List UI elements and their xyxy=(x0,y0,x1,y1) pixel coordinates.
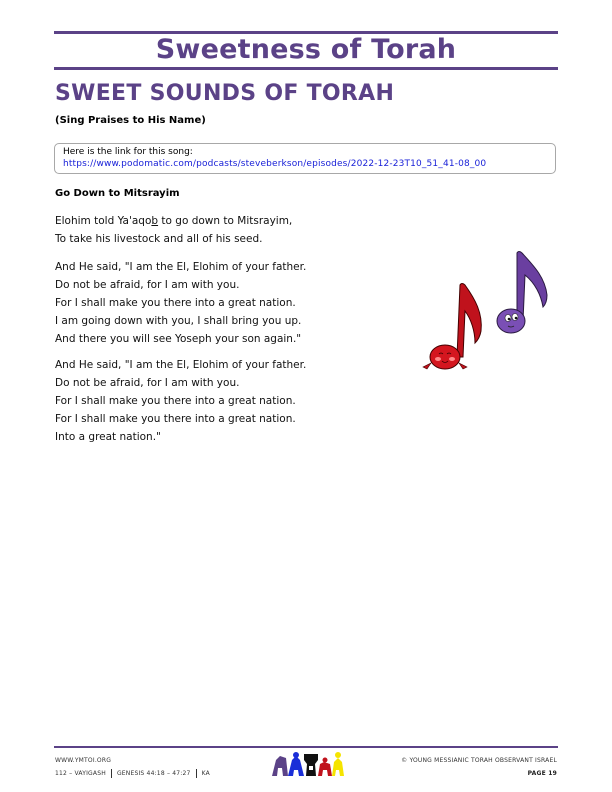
logo-figure-blue-icon xyxy=(288,752,304,776)
subtitle: (Sing Praises to His Name) xyxy=(55,115,206,126)
red-note-icon xyxy=(423,284,481,370)
header-bottom-rule xyxy=(54,67,558,70)
link-intro-text: Here is the link for this song: xyxy=(63,147,193,157)
lyric-line: Do not be afraid, for I am with you. xyxy=(55,377,240,389)
ymtoi-logo-icon xyxy=(268,750,348,778)
lyric-line: Do not be afraid, for I am with you. xyxy=(55,279,240,291)
lyric-underlined-letter: b xyxy=(151,215,159,227)
lyrics-stanza-1 xyxy=(55,212,292,248)
lyric-line: For I shall make you there into a great nation. xyxy=(55,395,296,407)
lyrics-stanza-3 xyxy=(55,356,306,446)
lyric-line: I am going down with you, I shall bring you up. xyxy=(55,315,302,327)
music-notes-icon xyxy=(405,245,555,375)
lyrics-stanza-2 xyxy=(55,258,306,348)
page-number: PAGE 19 xyxy=(527,770,557,777)
footer-separator xyxy=(196,769,197,778)
logo-figure-purple-icon xyxy=(272,756,288,776)
logo-figure-black-icon xyxy=(304,754,318,776)
lyric-line: And He said, "I am the El, Elohim of your father. xyxy=(55,359,307,371)
banner-title: Sweetness of Torah xyxy=(155,34,457,65)
footer-lesson-info xyxy=(55,767,210,780)
footer-left xyxy=(55,754,210,780)
lyric-line: And He said, "I am the El, Elohim of your father. xyxy=(55,261,307,273)
footer-separator xyxy=(111,769,112,778)
footer-initials: KA xyxy=(201,770,210,777)
lyric-line: For I shall make you there into a great nation. xyxy=(55,297,296,309)
footer-website: WWW.YMTOI.ORG xyxy=(55,757,112,764)
lyric-line xyxy=(55,212,292,230)
section-title: SWEET SOUNDS OF TORAH xyxy=(55,81,395,106)
logo-figure-yellow-icon xyxy=(332,752,344,776)
lyric-line: For I shall make you there into a great nation. xyxy=(55,413,296,425)
footer-rule xyxy=(54,746,558,748)
footer-right xyxy=(401,754,557,780)
lyric-line: Into a great nation." xyxy=(55,431,161,443)
lyric-line: And there you will see Yoseph your son again." xyxy=(55,333,302,345)
purple-note-icon xyxy=(497,252,547,334)
song-link[interactable]: https://www.podomatic.com/podcasts/steveberkson/episodes/2022-12-23T10_51_41-08_00 xyxy=(63,159,487,169)
lyric-line: To take his livestock and all of his seed. xyxy=(55,233,263,245)
lyric-text: to go down to Mitsrayim, xyxy=(158,215,293,227)
footer-lesson: 112 – VAYIGASH xyxy=(55,770,106,777)
footer-copyright: © YOUNG MESSIANIC TORAH OBSERVANT ISRAEL xyxy=(401,757,557,764)
song-title: Go Down to Mitsrayim xyxy=(55,188,180,199)
lyric-text: Elohim told Ya'aqo xyxy=(55,215,152,227)
footer-scripture: GENESIS 44:18 – 47:27 xyxy=(116,770,191,777)
song-link-box xyxy=(54,143,556,174)
logo-figure-red-icon xyxy=(318,758,332,777)
